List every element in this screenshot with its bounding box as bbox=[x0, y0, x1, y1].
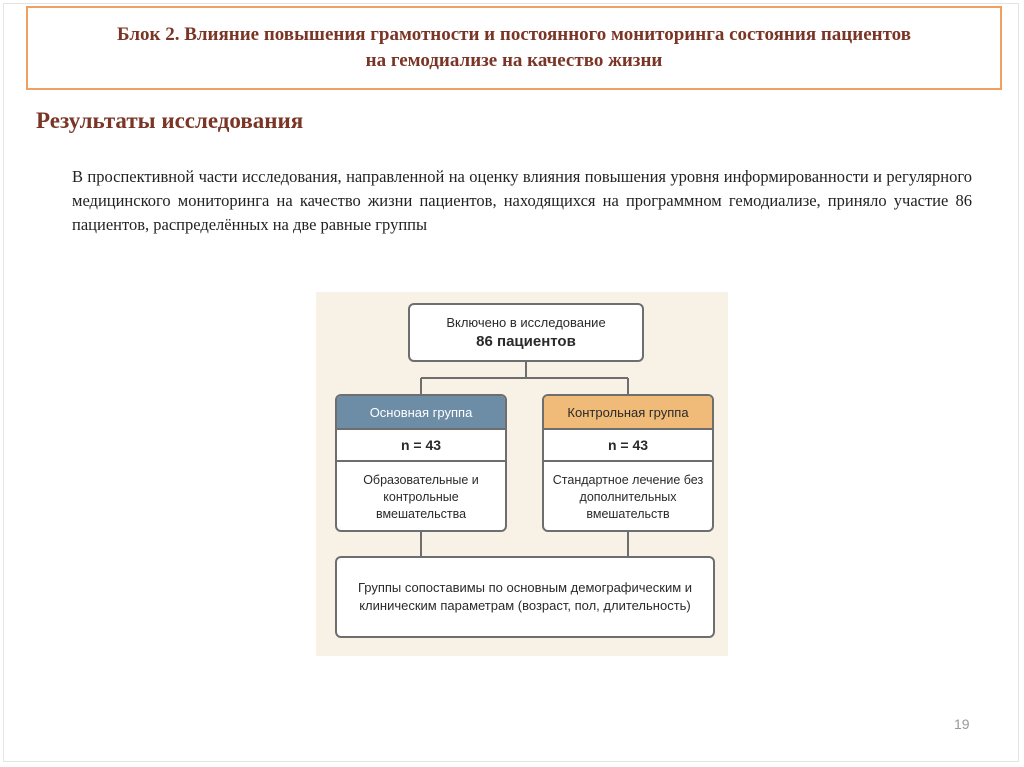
slide-title-line-2: на гемодиализе на качество жизни bbox=[365, 50, 663, 71]
main-group-n: n = 43 bbox=[337, 430, 505, 462]
study-design-diagram bbox=[316, 292, 728, 656]
control-group-description: Стандартное лечение без дополнительных вмешательств bbox=[552, 473, 704, 521]
main-group-box bbox=[335, 394, 507, 532]
main-group-description: Образовательные и контрольные вмешательства bbox=[363, 473, 479, 521]
page-number: 19 bbox=[954, 716, 970, 732]
main-group-header: Основная группа bbox=[337, 396, 505, 430]
comparability-text: Группы сопоставимы по основным демографическим и клиническим параметрам (возраст, пол, длительность) bbox=[357, 580, 693, 613]
control-group-box bbox=[542, 394, 714, 532]
comparability-box bbox=[335, 556, 715, 638]
control-group-n: n = 43 bbox=[544, 430, 712, 462]
enrolled-box bbox=[408, 303, 644, 362]
control-group-header: Контрольная группа bbox=[544, 396, 712, 430]
slide-title-line-1: Блок 2. Влияние повышения грамотности и постоянного мониторинга состояния пациентов bbox=[117, 24, 911, 45]
slide-title-box bbox=[26, 6, 1002, 90]
enrolled-count: 86 пациентов bbox=[476, 332, 576, 350]
enrolled-label: Включено в исследование bbox=[446, 314, 606, 330]
section-heading: Результаты исследования bbox=[36, 108, 304, 133]
body-paragraph: В проспективной части исследования, направленной на оценку влияния повышения уровня информированности и регулярного медицинского мониторинга на качество жизни пациентов, находящихся на программном гемодиализе, приняло участие 86 пациентов, распределённых на две равные группы bbox=[72, 167, 972, 234]
